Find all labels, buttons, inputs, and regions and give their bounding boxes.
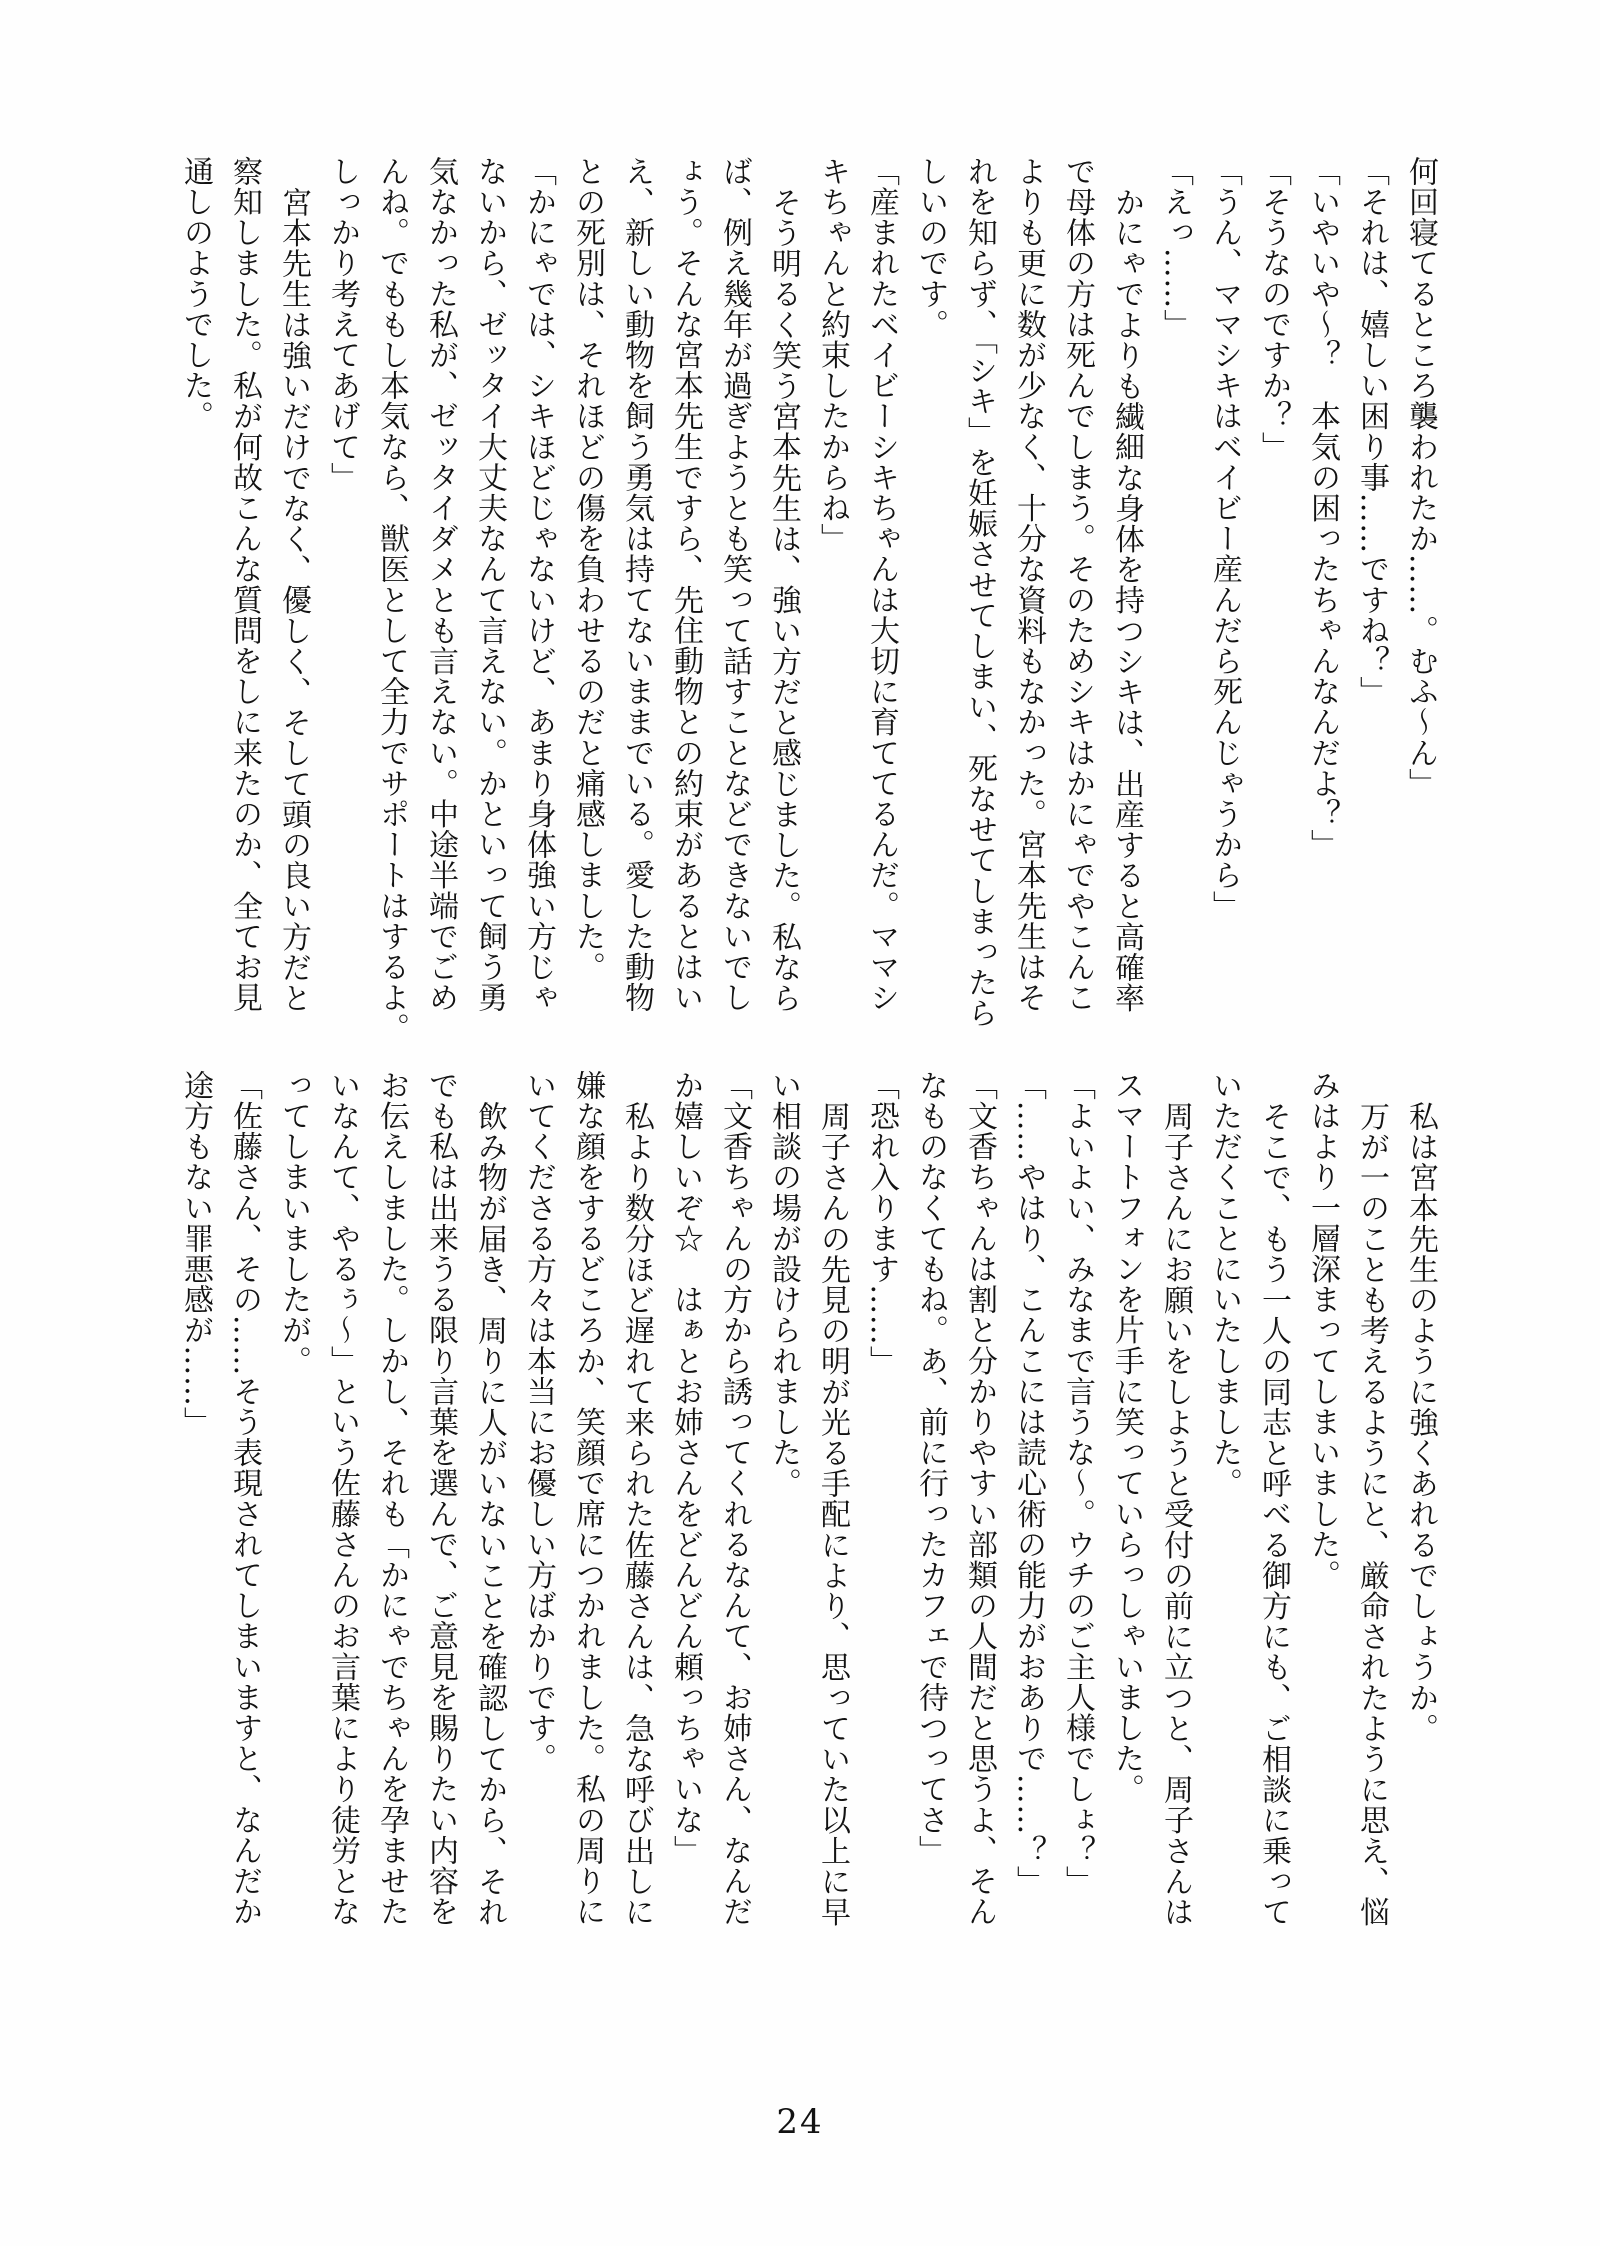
page-number: 24 [776,2102,824,2142]
text-column: 「……やはり、こんこには読心術の能力がおありで……？」 [1011,1070,1046,1897]
text-column: 飲み物が届き、周りに人がいないことを確認してから、それ [472,1101,507,1928]
text-column: いただくことにいたしました。 [1207,1070,1242,1499]
text-column: でも私は出来うる限り言葉を選んで、ご意見を賜りたい内容を [423,1070,458,1927]
text-column: そこで、もう一人の同志と呼べる御方にも、ご相談に乗って [1256,1101,1291,1928]
text-column: 途方もない罪悪感が……」 [178,1070,213,1438]
text-column: いてくださる方々は本当にお優しい方ばかりです。 [521,1070,556,1774]
text-column: 「かにゃでは、シキほどじゃないけど、あまり身体強い方じゃ [521,156,556,1013]
text-column: 万が一のことも考えるようにと、厳命されたように思え、悩 [1354,1101,1389,1928]
text-column: ってしまいましたが。 [276,1070,311,1376]
text-column: お伝えしました。しかし、それも「かにゃでちゃんを孕ませた [374,1070,409,1927]
text-column: 何回寝てるところ襲われたか……。むふ～ん」 [1403,156,1438,799]
text-column: そう明るく笑う宮本先生は、強い方だと感じました。私なら [766,187,801,1014]
text-column: え、新しい動物を飼う勇気は持てないままでいる。愛した動物 [619,156,654,1013]
text-column: よりも更に数が少なく、十分な資料もなかった。宮本先生はそ [1011,156,1046,1013]
bottom-text-block [171,1070,1445,1955]
text-column: 「それは、嬉しい困り事……ですね？」 [1354,156,1389,707]
top-text-block [171,156,1445,1061]
text-column: かにゃでよりも繊細な身体を持つシキは、出産すると高確率 [1109,187,1144,1014]
text-column: ば、例え幾年が過ぎようとも笑って話すことなどできないでし [717,156,752,1013]
text-column: しっかり考えてあげて」 [325,156,360,493]
text-column: れを知らず、「シキ」を妊娠させてしまい、死なせてしまったら [962,156,997,1029]
text-column: なものなくてもね。あ、前に行ったカフェで待つってさ」 [913,1070,948,1866]
text-column: しいのです。 [913,156,948,340]
text-column: い相談の場が設けられました。 [766,1070,801,1499]
text-column: ないから、ゼッタイ大丈夫なんて言えない。かといって飼う勇 [472,156,507,1013]
text-column: 「文香ちゃんの方から誘ってくれるなんて、お姉さん、なんだ [717,1070,752,1927]
text-column: みはより一層深まってしまいました。 [1305,1070,1340,1591]
text-column: で母体の方は死んでしまう。そのためシキはかにゃでやこんこ [1060,156,1095,1013]
text-column: 嫌な顔をするどころか、笑顔で席につかれました。私の周りに [570,1070,605,1927]
text-column: 「よいよい、みなまで言うな～。ウチのご主人様でしょ？」 [1060,1070,1095,1897]
text-column: スマートフォンを片手に笑っていらっしゃいました。 [1109,1070,1144,1805]
text-column: か嬉しいぞ☆ はぁとお姉さんをどんどん頼っちゃいな」 [668,1070,703,1866]
text-column: 「いやいや～？ 本気の困ったちゃんなんだよ？」 [1305,156,1340,860]
text-column: 「恐れ入ります……」 [864,1070,899,1376]
text-column: 「文香ちゃんは割と分かりやすい部類の人間だと思うよ、そん [962,1070,997,1927]
text-column: んね。でももし本気なら、獣医として全力でサポートはするよ。 [374,156,409,1044]
text-column: 察知しました。私が何故こんな質問をしに来たのか、全てお見 [227,156,262,1013]
text-column: 「佐藤さん、その……そう表現されてしまいますと、なんだか [227,1070,262,1927]
text-column: 気なかった私が、ゼッタイダメとも言えない。中途半端でごめ [423,156,458,1013]
text-column: 通しのようでした。 [178,156,213,432]
text-column: 「そうなのですか？」 [1256,156,1291,462]
text-column: 「うん、ママシキはベイビー産んだら死んじゃうから」 [1207,156,1242,921]
text-column: 周子さんの先見の明が光る手配により、思っていた以上に早 [815,1101,850,1928]
text-column: 私より数分ほど遅れて来られた佐藤さんは、急な呼び出しに [619,1101,654,1928]
text-column: 私は宮本先生のように強くあれるでしょうか。 [1403,1101,1438,1744]
text-column: 「産まれたベイビーシキちゃんは大切に育ててるんだ。ママシ [864,156,899,1013]
text-column: 周子さんにお願いをしようと受付の前に立つと、周子さんは [1158,1101,1193,1928]
text-column: いなんて、やるぅ～」という佐藤さんのお言葉により徒労とな [325,1070,360,1927]
text-column: 宮本先生は強いだけでなく、優しく、そして頭の良い方だと [276,187,311,1014]
text-column: キちゃんと約束したからね」 [815,156,850,554]
text-column: との死別は、それほどの傷を負わせるのだと痛感しました。 [570,156,605,983]
text-column: ょう。そんな宮本先生ですら、先住動物との約束があるとはい [668,156,703,1013]
text-column: 「えっ……」 [1158,156,1193,340]
